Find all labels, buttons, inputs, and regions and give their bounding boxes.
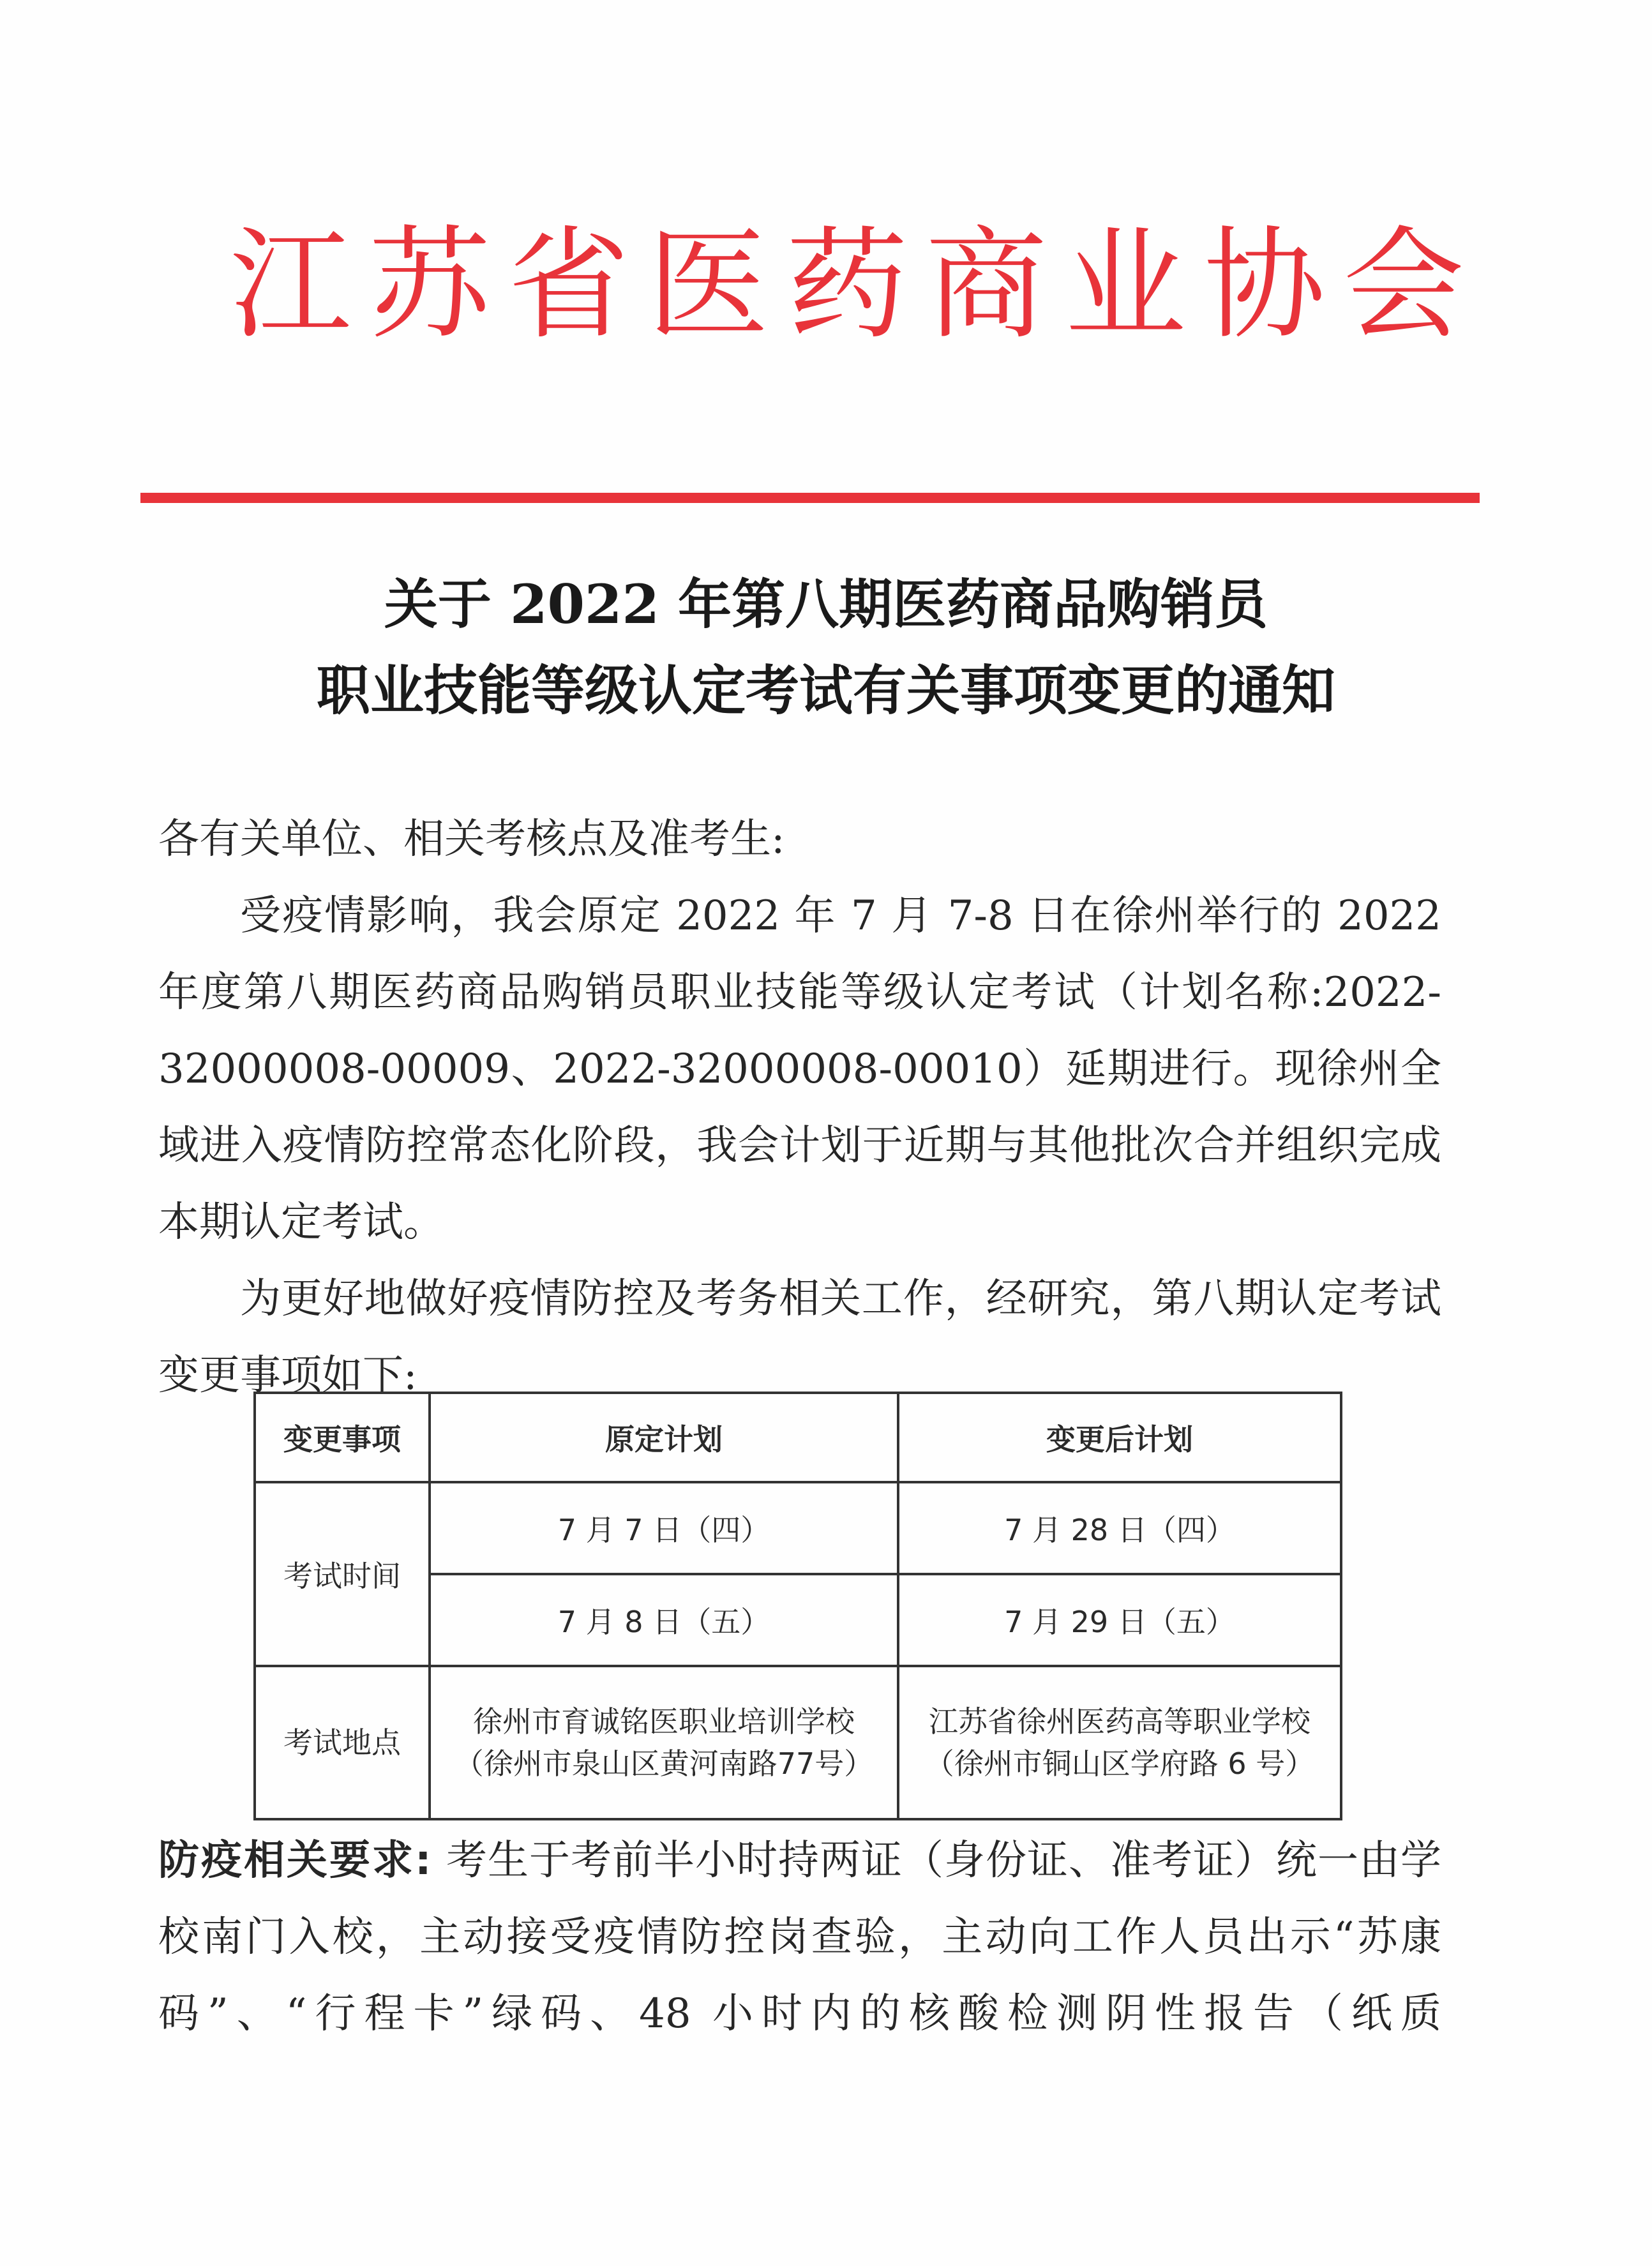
letterhead-red-rule — [140, 493, 1480, 503]
original-date-day1: 7 月 7 日（四） — [430, 1482, 898, 1574]
new-date-day1: 7 月 28 日（四） — [898, 1482, 1341, 1574]
salutation: 各有关单位、相关考核点及准考生: — [158, 816, 785, 863]
table-header-original: 原定计划 — [430, 1393, 898, 1482]
notice-title-line-1: 关于 2022 年第八期医药商品购销员 — [384, 573, 1268, 636]
epidemic-requirements-body: 考生于考前半小时持两证（身份证、准考证）统一由学校南门入校，主动接受疫情防控岗查验，主动向工作人员出示“苏康码”、“行程卡”绿码、48 小时内的核酸检测阴性报告（纸质 — [158, 1837, 1442, 2037]
epidemic-requirements-lead: 防疫相关要求: — [158, 1837, 433, 1884]
original-date-day2: 7 月 8 日（五） — [430, 1574, 898, 1666]
letterhead-title: 江苏省医药商业协会 — [230, 214, 1483, 356]
change-table — [253, 1392, 1342, 1820]
new-date-day2: 7 月 29 日（五） — [898, 1574, 1341, 1666]
exam-place-label: 考试地点 — [255, 1666, 430, 1819]
table-header-row — [255, 1393, 1341, 1482]
original-place-address: （徐州市泉山区黄河南路77号） — [454, 1746, 874, 1781]
exam-time-label: 考试时间 — [255, 1482, 430, 1666]
original-place — [430, 1666, 898, 1819]
new-place-name: 江苏省徐州医药高等职业学校 — [929, 1704, 1310, 1739]
paragraph-epidemic-requirements — [158, 1822, 1441, 2052]
original-place-name: 徐州市育诚铭医职业培训学校 — [473, 1704, 855, 1739]
new-place — [898, 1666, 1341, 1819]
table-header-changed: 变更后计划 — [898, 1393, 1341, 1482]
paragraph-postponement: 受疫情影响，我会原定 2022 年 7 月 7-8 日在徐州举行的 2022 年度第八期医药商品购销员职业技能等级认定考试（计划名称:2022-32000008-00009、2022-32000008-00010）延期进行。现徐州全域进入疫情防控常态化阶段，我会计划于近期与其他批次合并组织完成本期认定考试。 — [158, 892, 1441, 1246]
paragraph-change-intro: 为更好地做好疫情防控及考务相关工作，经研究，第八期认定考试变更事项如下: — [158, 1275, 1441, 1399]
table-header-item: 变更事项 — [255, 1393, 430, 1482]
new-place-address: （徐州市铜山区学府路 6 号） — [924, 1746, 1315, 1781]
table-row — [255, 1482, 1341, 1574]
table-row — [255, 1666, 1341, 1819]
notice-title-line-2: 职业技能等级认定考试有关事项变更的通知 — [316, 659, 1335, 722]
